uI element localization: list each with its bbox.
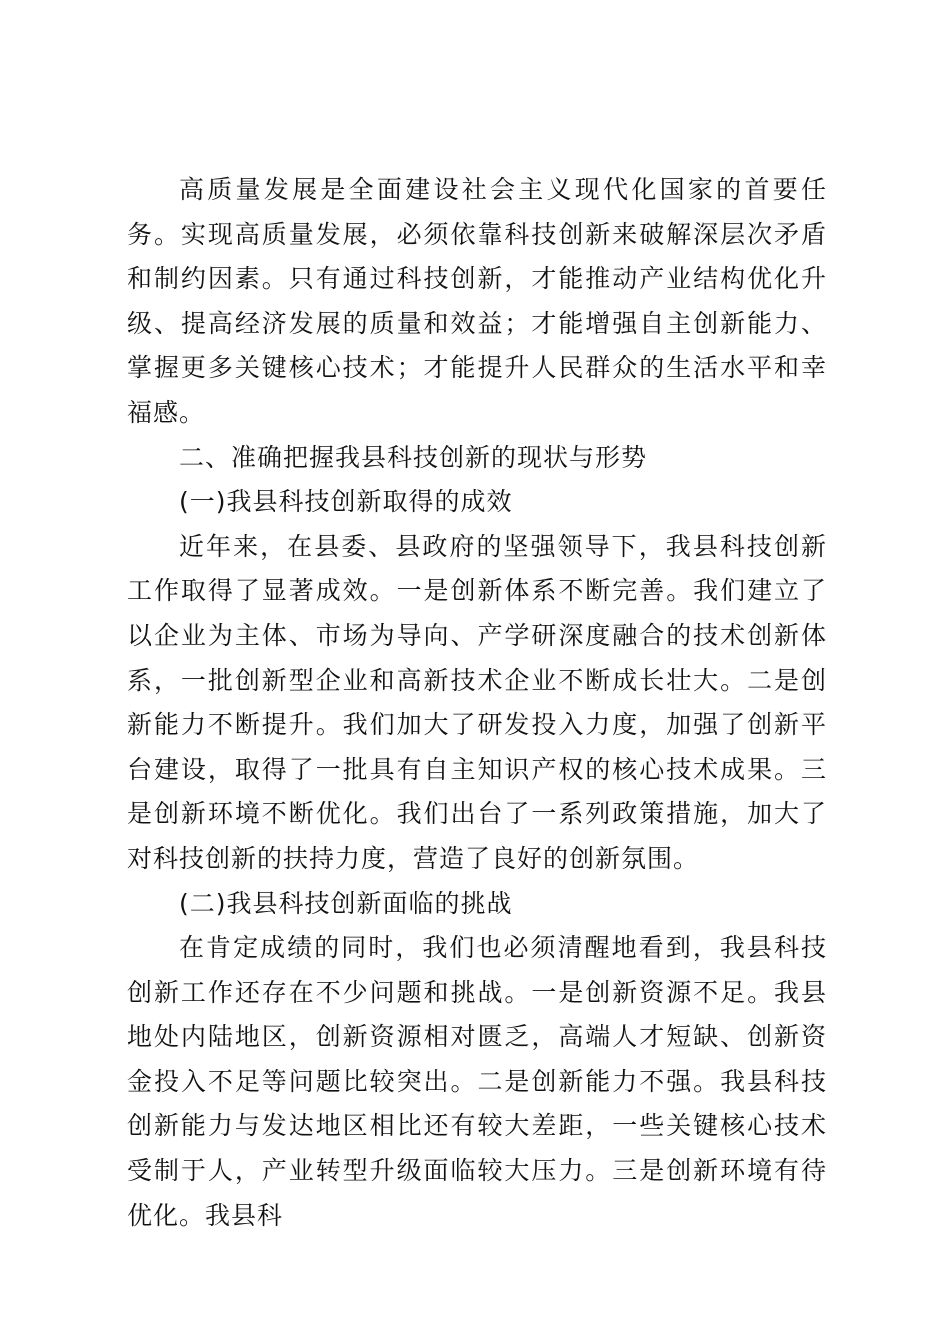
paragraph-challenges: 在肯定成绩的同时，我们也必须清醒地看到，我县科技创新工作还存在不少问题和挑战。一是创新资源不足。我县地处内陆地区，创新资源相对匮乏，高端人才短缺、创新资金投入不足等问题比较突出。二是创新能力不强。我县科技创新能力与发达地区相比还有较大差距，一些关键核心技术受制于人，产业转型升级面临较大压力。三是创新环境有待优化。我县科 — [127, 933, 827, 1230]
document-body — [127, 168, 827, 1238]
subheading-challenges: (二)我县科技创新面临的挑战 — [179, 888, 513, 918]
subheading-achievements: (一)我县科技创新取得的成效 — [179, 487, 513, 517]
paragraph-high-quality-development: 高质量发展是全面建设社会主义现代化国家的首要任务。实现高质量发展，必须依靠科技创新来破解深层次矛盾和制约因素。只有通过科技创新，才能推动产业结构优化升级、提高经济发展的质量和效益；才能增强自主创新能力、掌握更多关键核心技术；才能提升人民群众的生活水平和幸福感。 — [127, 175, 827, 427]
paragraph-achievements: 近年来，在县委、县政府的坚强领导下，我县科技创新工作取得了显著成效。一是创新体系不断完善。我们建立了以企业为主体、市场为导向、产学研深度融合的技术创新体系，一批创新型企业和高新技术企业不断成长壮大。二是创新能力不断提升。我们加大了研发投入力度，加强了创新平台建设，取得了一批具有自主知识产权的核心技术成果。三是创新环境不断优化。我们出台了一系列政策措施，加大了对科技创新的扶持力度，营造了良好的创新氛围。 — [127, 531, 827, 873]
section-heading-current-situation: 二、准确把握我县科技创新的现状与形势 — [179, 442, 648, 472]
